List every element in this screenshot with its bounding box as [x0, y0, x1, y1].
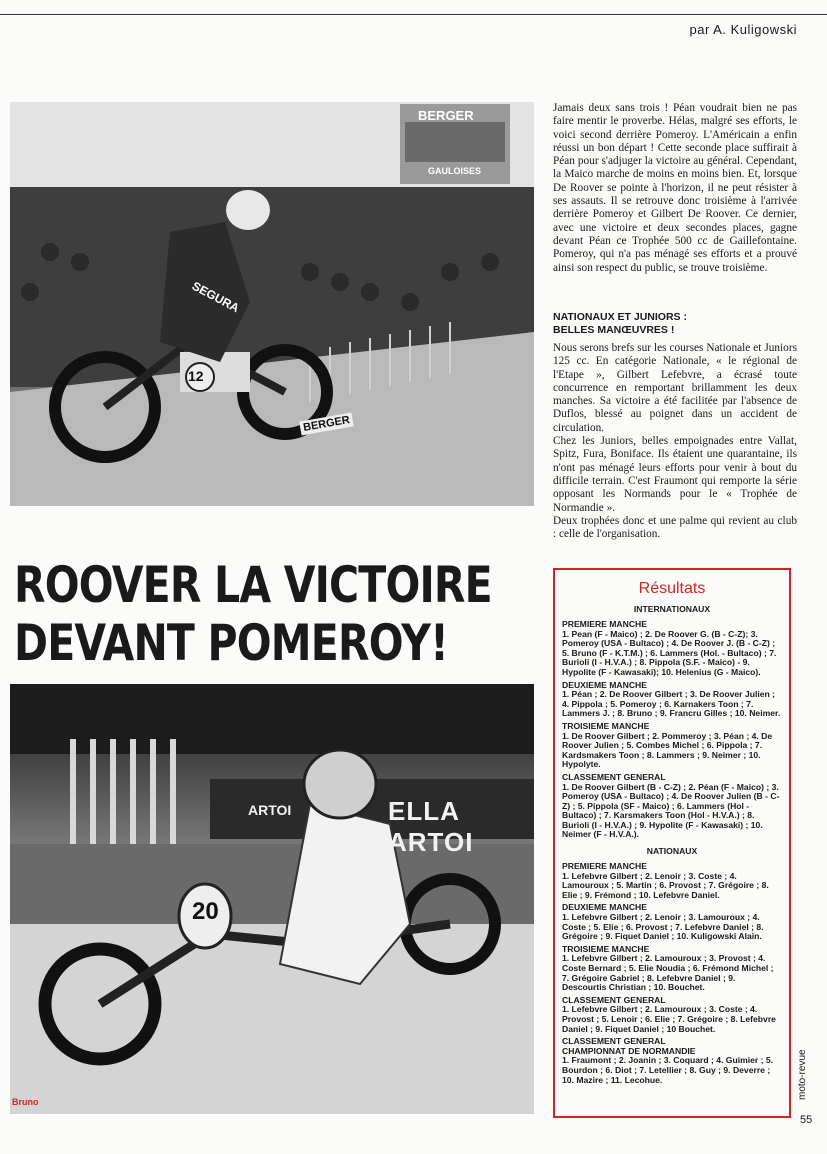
results-block	[562, 620, 782, 678]
results-block	[562, 773, 782, 840]
results-block-text: 1. Lefebvre Gilbert ; 2. Lenoir ; 3. Coste ; 4. Lamouroux ; 5. Martin ; 6. Provost ; 7. Grégoire ; 8. Elie ; 9. Frémond ; 10. Lefebvre Daniel.	[562, 870, 769, 900]
results-block-text: 1. Péan ; 2. De Roover Gilbert ; 3. De Roover Julien ; 4. Pippola ; 5. Pomeroy ; 6. Karnakers Toon ; 7. Lammers J. ; 8. Bruno ; 9. Francru Gilles ; 10. Neimer.	[562, 689, 781, 719]
magazine-name: moto-revue	[797, 1049, 808, 1100]
subheading-line2: BELLES MANŒUVRES !	[553, 324, 675, 336]
results-section-title: INTERNATIONAUX	[633, 604, 711, 614]
article-paragraph: Deux trophées donc et une palme qui revient au club : celle de l'organisation.	[553, 514, 797, 541]
results-block-heading: TROISIEME MANCHE	[562, 720, 650, 731]
article-paragraph: Nous serons brefs sur les courses Nationale et Juniors 125 cc. En catégorie Nationale, « le régional de l'Etape », Gilbert Lefebvre, a écrasé toute concurrence en remportant brillamment les deux manches. Sa victoire a été facilitée par l'absence de Duflos, blessé au poignet dans un accident de circulation.	[553, 342, 797, 434]
article-intro	[553, 102, 797, 275]
article-paragraph: Chez les Juniors, belles empoignades entre Vallat, Spitz, Fura, Boniface. Ils étaient une quarantaine, ils n'ont pas ménagé leurs efforts pour venir à bout du difficile terrain. C'est Fraumont qui remporte la série opposant les Normands pour le « Trophée de Normandie ».	[553, 435, 797, 514]
race-photo-bottom	[10, 684, 534, 1114]
sign-berger-top: BERGER	[418, 108, 474, 123]
race-photo-top-illustration	[10, 102, 534, 506]
results-block	[562, 722, 782, 770]
results-block-text: 1. Fraumont ; 2. Joanin ; 3. Coquard ; 4. Guimier ; 5. Bourdon ; 6. Diot ; 7. Letellier ; 8. Guy ; 9. Deverre ; 10. Mazire ; 11. Lecohue.	[562, 1055, 774, 1085]
headline-line2: DEVANT POMEROY!	[14, 614, 449, 672]
results-block-heading: PREMIERE MANCHE	[562, 861, 647, 872]
article-paragraph: Jamais deux sans trois ! Péan voudrait bien ne pas faire mentir le proverbe. Hélas, malgré ses efforts, le voici second derrière Pomeroy. L'Américain a enfin réussi un bon départ ! Cette seconde place suffirait à Péan pour s'adjuger la victoire au général. Cependant, la Maico marche de moins en moins bien. Et, lorsque De Roover se pointe à l'horizon, il ne peut résister à ses assauts. Il se retrouve donc troisième à l'arrivée derrière Pomeroy et Gilbert De Roover. Ce dernier, avec une victoire et deux secondes places, gagne devant Péan ce Trophée 500 cc de Gaillefontaine. Pomeroy, qui n'a pas ménagé ses efforts et a prouvé ainsi son respect du public, se trouve troisième.	[553, 102, 797, 274]
results-block	[562, 1037, 782, 1085]
results-block-text: 1. Pean (F - Maico) ; 2. De Roover G. (B - C-Z); 3. Pomeroy (USA - Bultaco) ; 4. De Roover J. (B - C-Z) ; 5. Bruno (F - K.T.M.) ; 6. Lammers (Hol. - Bultaco) ; 7. Burioli (I - H.V.A.) ; 8. Pippola (S.F. - Maico) - 9. Hypolite (F - Kawasaki); 10. Helenius (G - Maico).	[562, 628, 777, 677]
page-number: 55	[800, 1114, 813, 1126]
article-subheading	[553, 311, 797, 337]
race-photo-bottom-illustration	[10, 684, 534, 1114]
results-block	[562, 903, 782, 941]
results-block	[562, 681, 782, 719]
rider-number-plate: 12	[188, 368, 204, 384]
sign-stella-artois: ELLA ARTOI	[388, 796, 474, 857]
results-block-text: 1. Lefebvre Gilbert ; 2. Lamouroux ; 3. Provost ; 4. Coste Bernard ; 5. Elie Noudia ; 6. Frémond Michel ; 7. Grégoire Gabriel ; 8. Lefebvre Daniel ; 9. Descourtis Christian ; 10. Bouchet.	[562, 953, 774, 993]
results-block-text: 1. De Roover Gilbert (B - C-Z) ; 2. Péan (F - Maico) ; 3. Pomeroy (USA - Bultaco) ; 4. De Roover Julien (B - C-Z) ; 5. Pippola (SF - Maico) ; 6. Lammers (Hol - Bultaco) ; 7. Karsmakers Toon (Hol - H.V.A.) ; 8. Burioli (I - H.V.A.) ; 9. Hypolite (F - Kawasaki) ; 10. Neimer (F - H.V.A.).	[562, 781, 780, 840]
headline-line1: ROOVER LA VICTOIRE	[14, 556, 492, 614]
sign-gauloises: GAULOISES	[428, 166, 482, 176]
results-block-heading: PREMIERE MANCHE	[562, 619, 647, 629]
results-block-text: 1. De Roover Gilbert ; 2. Pommeroy ; 3. Péan ; 4. De Roover Julien ; 5. Combes Michel ; 6. Pippola ; 7. Kardsmakers Toon ; 8. Lammers ; 9. Neimer ; 10. Hypolyte.	[562, 730, 773, 770]
sign-artois-small: ARTOI	[248, 802, 292, 818]
race-photo-top	[10, 102, 534, 506]
results-block-heading: TROISIEME MANCHE	[562, 943, 650, 954]
results-block-heading: CLASSEMENT GENERAL	[562, 994, 666, 1005]
results-block	[562, 862, 782, 900]
byline: par A. Kuligowski	[689, 22, 797, 37]
subheading-line1: NATIONAUX ET JUNIORS :	[553, 311, 687, 323]
top-rule	[0, 14, 827, 15]
photo-credit: Bruno	[12, 1097, 39, 1107]
results-box	[553, 568, 791, 1118]
results-block-heading: DEUXIEME MANCHE	[562, 679, 647, 690]
results-block	[562, 945, 782, 993]
sign-berger-fence: BERGER	[299, 412, 354, 435]
magazine-side-label	[797, 1040, 815, 1100]
results-block-heading: CLASSEMENT GENERAL CHAMPIONNAT DE NORMANDIE	[562, 1036, 696, 1056]
results-title: Résultats	[638, 580, 706, 597]
rider-number-plate: 20	[192, 898, 219, 925]
results-block-heading: CLASSEMENT GENERAL	[562, 771, 666, 782]
results-block-heading: DEUXIEME MANCHE	[562, 902, 647, 913]
results-block-text: 1. Lefebvre Gilbert ; 2. Lamouroux ; 3. Coste ; 4. Provost ; 5. Lenoir ; 6. Elie ; 7. Grégoire ; 8. Lefebvre Daniel ; 9. Fiquet Daniel ; 10 Bouchet.	[562, 1004, 776, 1034]
article-body	[553, 342, 797, 541]
results-block	[562, 996, 782, 1034]
results-block-text: 1. Lefebvre Gilbert ; 2. Lenoir ; 3. Lamouroux ; 4. Coste ; 5. Elie ; 6. Provost ; 7. Lefebvre Daniel ; 8. Grégoire ; 9. Fiquet Daniel ; 10. Kuligowski Alain.	[562, 912, 764, 942]
rider-jersey-text: SEGURA	[189, 278, 242, 316]
headline	[14, 556, 492, 672]
results-section-title: NATIONAUX	[646, 846, 698, 857]
